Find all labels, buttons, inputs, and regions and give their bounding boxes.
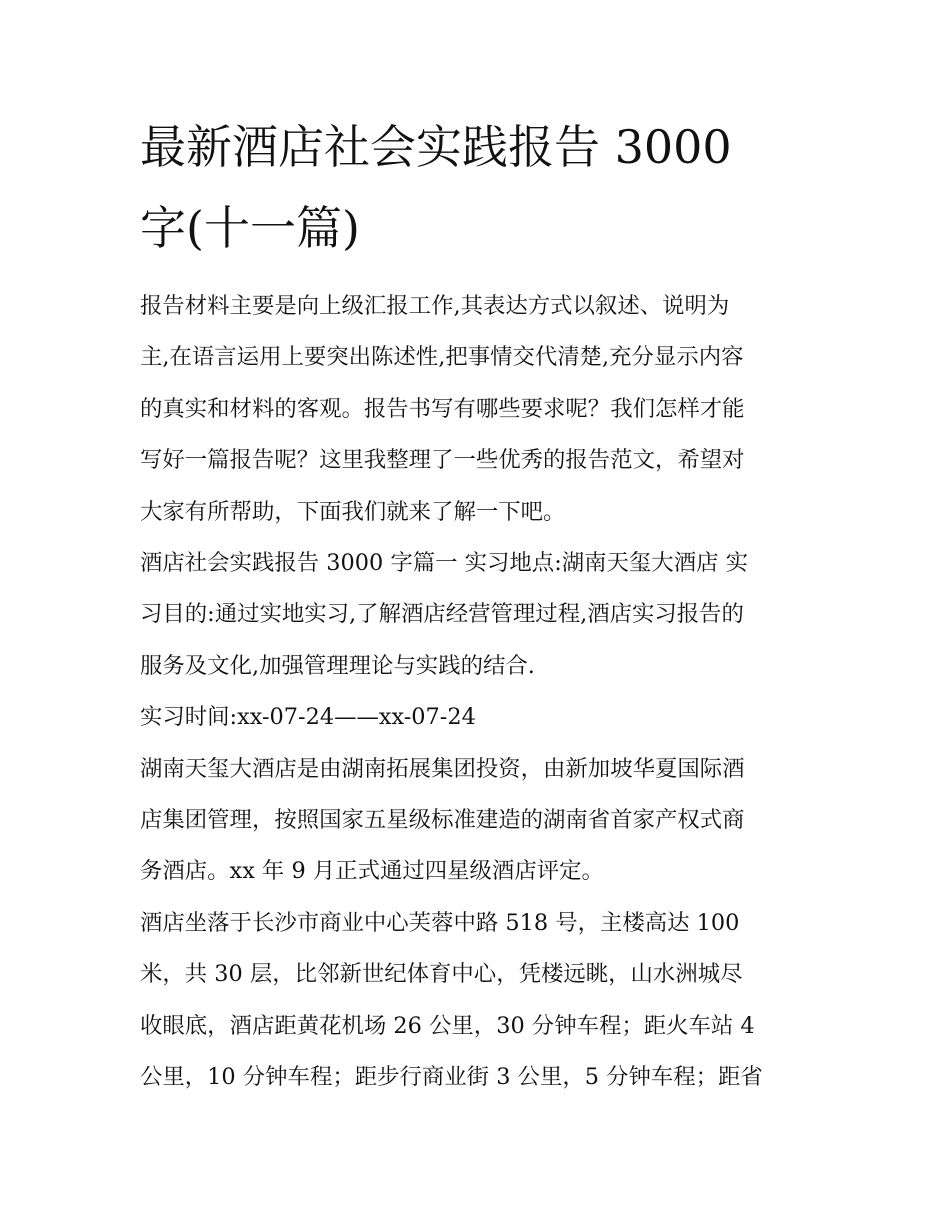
title-line-1: 最新酒店社会实践报告 3000: [140, 120, 732, 174]
text-line: 报告材料主要是向上级汇报工作,其表达方式以叙述、说明为: [140, 293, 730, 319]
page-title: [140, 118, 812, 257]
text-line: 公里，10 分钟车程；距步行商业街 3 公里，5 分钟车程；距省: [140, 1064, 763, 1091]
paragraph-intro: [140, 281, 812, 538]
text-line: 务酒店。xx 年 9 月正式通过四星级酒店评定。: [140, 858, 604, 885]
text-line: 湖南天玺大酒店是由湖南拓展集团投资，由新加坡华夏国际酒: [140, 755, 745, 782]
paragraph-internship-info: [140, 538, 812, 692]
paragraph-hotel-location: [140, 898, 812, 1104]
text-line: 米，共 30 层，比邻新世纪体育中心，凭楼远眺，山水洲城尽: [140, 961, 743, 988]
text-line: 酒店坐落于长沙市商业中心芙蓉中路 518 号，主楼高达 100: [140, 909, 740, 936]
title-line-2: 字(十一篇): [140, 201, 360, 255]
text-line: 收眼底，酒店距黄花机场 26 公里，30 分钟车程；距火车站 4: [140, 1012, 755, 1039]
body-text: [140, 281, 812, 1104]
document-page: [140, 118, 812, 1104]
text-line: 实习时间:xx-07-24——xx-07-24: [140, 704, 476, 731]
text-line: 习目的:通过实地实习,了解酒店经营管理过程,酒店实习报告的: [140, 601, 744, 628]
text-line: 的真实和材料的客观。报告书写有哪些要求呢？我们怎样才能: [140, 395, 745, 422]
text-line: 店集团管理，按照国家五星级标准建造的湖南省首家产权式商: [140, 807, 745, 834]
text-line: 主,在语言运用上要突出陈述性,把事情交代清楚,充分显示内容: [140, 344, 744, 371]
text-line: 写好一篇报告呢？这里我整理了一些优秀的报告范文，希望对: [140, 447, 745, 474]
text-line: 服务及文化,加强管理理论与实践的结合.: [140, 652, 535, 679]
paragraph-hotel-intro: [140, 744, 812, 898]
paragraph-internship-time: [140, 692, 812, 743]
text-line: 大家有所帮助，下面我们就来了解一下吧。: [140, 498, 566, 525]
text-line: 酒店社会实践报告 3000 字篇一 实习地点:湖南天玺大酒店 实: [140, 550, 748, 577]
